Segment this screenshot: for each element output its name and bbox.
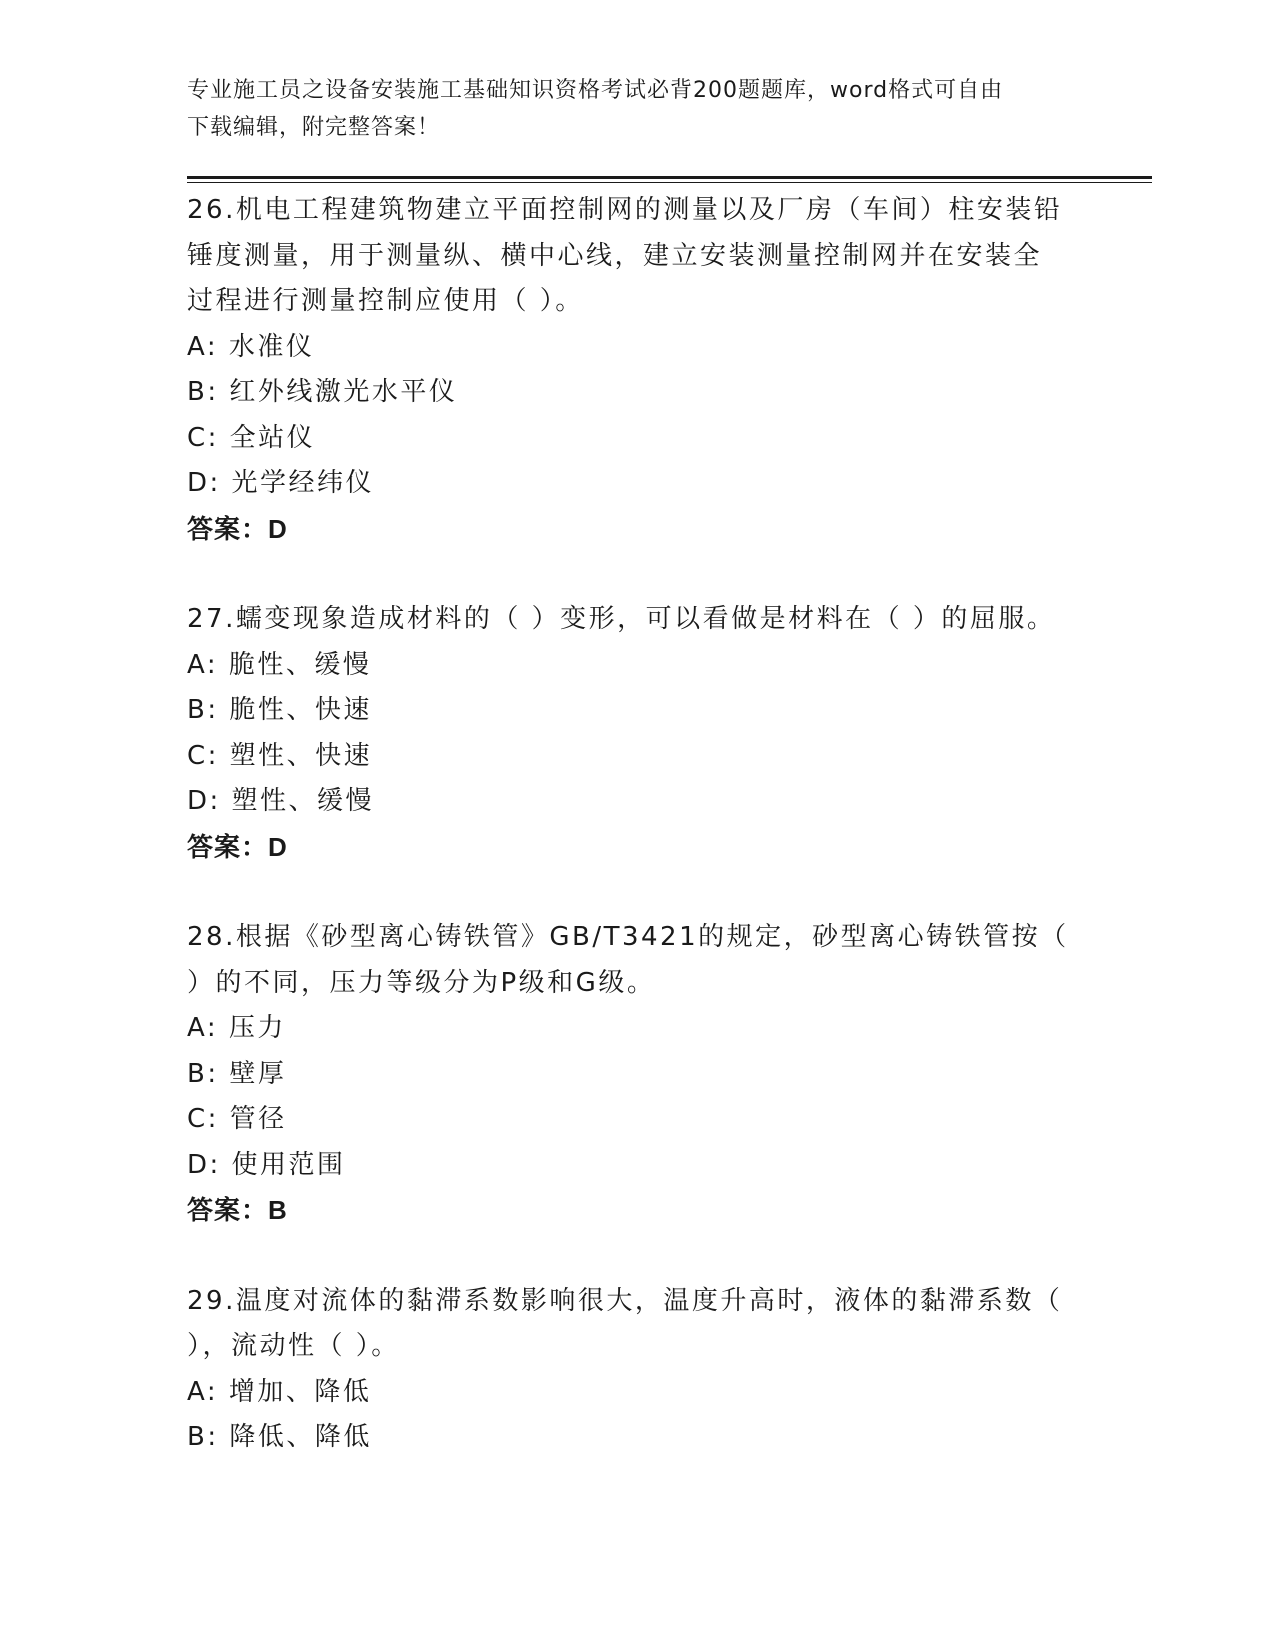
option-d: D: 使用范围 [187, 1149, 346, 1180]
option-b: B: 壁厚 [187, 1058, 287, 1089]
option-a: A: 增加、降低 [187, 1376, 372, 1407]
option-a: A: 水准仪 [187, 331, 315, 362]
option-b: B: 降低、降低 [187, 1422, 372, 1452]
option-b: B: 脆性、快速 [187, 695, 372, 725]
option-a: A: 压力 [187, 1013, 286, 1043]
question-spacer [187, 552, 1087, 597]
question-stem-line: 26.机电工程建筑物建立平面控制网的测量以及厂房（车间）柱安装铅 [187, 195, 1063, 225]
option-b: B: 红外线激光水平仪 [187, 377, 458, 407]
question-stem-line: 锤度测量，用于测量纵、横中心线，建立安装测量控制网并在安装全 [187, 240, 1043, 271]
answer-label: 答案：D [187, 513, 288, 544]
answer-label: 答案：D [187, 831, 288, 862]
question-29 [187, 1279, 1087, 1461]
option-c: C: 管径 [187, 1104, 287, 1134]
question-stem-line: ）的不同，压力等级分为P级和G级。 [187, 967, 656, 998]
option-c: C: 全站仪 [187, 422, 316, 453]
header-divider-thick [187, 176, 1152, 179]
answer-label: 答案：B [187, 1195, 288, 1225]
question-list [187, 188, 1087, 1461]
option-a: A: 脆性、缓慢 [187, 649, 372, 680]
option-d: D: 光学经纬仪 [187, 468, 375, 498]
question-stem-line: 过程进行测量控制应使用（ ）。 [187, 286, 584, 316]
header-divider-thin [187, 182, 1152, 183]
question-stem-line: ），流动性（ ）。 [187, 1331, 400, 1361]
question-26 [187, 188, 1087, 552]
question-stem-line: 28.根据《砂型离心铸铁管》GB/T3421的规定，砂型离心铸铁管按（ [187, 922, 1069, 952]
question-spacer [187, 870, 1087, 915]
option-d: D: 塑性、缓慢 [187, 786, 375, 816]
question-27 [187, 597, 1087, 870]
option-c: C: 塑性、快速 [187, 740, 373, 771]
question-28 [187, 915, 1087, 1234]
question-stem-line: 29.温度对流体的黏滞系数影响很大，温度升高时，液体的黏滞系数（ [187, 1285, 1063, 1316]
header-line-1: 专业施工员之设备安装施工基础知识资格考试必背200题题库，word格式可自由 [187, 78, 1004, 103]
header-line-2: 下载编辑，附完整答案！ [187, 115, 441, 140]
question-stem-line: 27.蠕变现象造成材料的（ ）变形，可以看做是材料在（ ）的屈服。 [187, 604, 1056, 634]
question-spacer [187, 1234, 1087, 1279]
document-header [187, 72, 1067, 146]
